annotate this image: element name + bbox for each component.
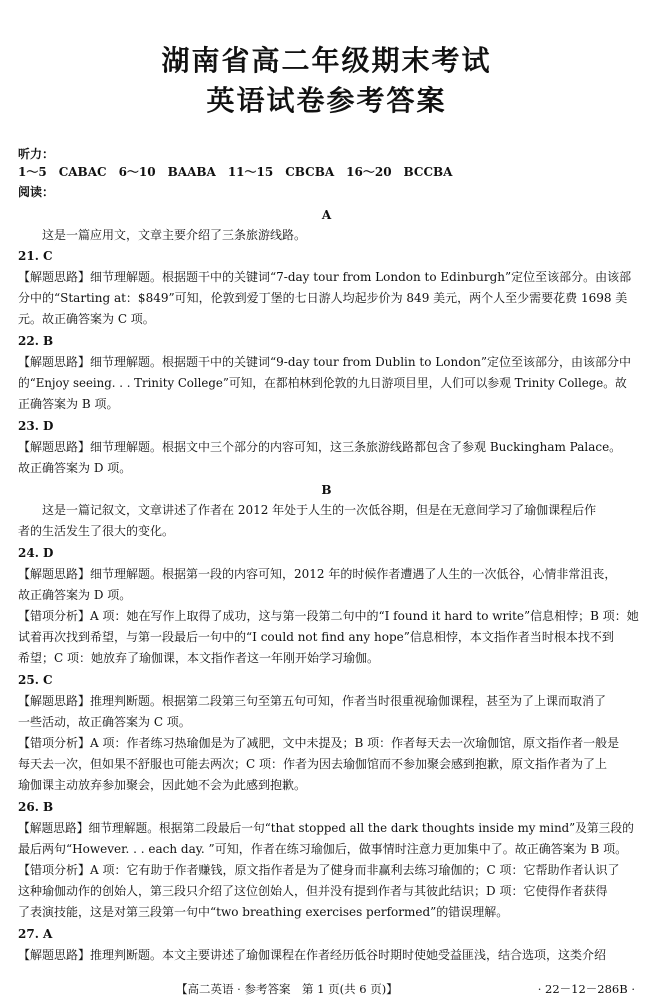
explanation-line: 【解题思路】细节理解题。根据第一段的内容可知，2012 年的时候作者遭遇了人生的一次低谷，心情非常沮丧， <box>18 567 617 581</box>
explanation-line: 【解题思路】推理判断题。根据第二段第三句至第五句可知，作者当时很重视瑜伽课程，甚至为了上课而取消了 <box>18 694 607 708</box>
explanation-line: 一些活动，故正确答案为 C 项。 <box>18 715 191 729</box>
question-number: 25. C <box>18 673 53 687</box>
explanation-line: 瑜伽课主动放弃参加聚会，因此她不会为此感到抱歉。 <box>18 778 307 792</box>
explanation-line: 【解题思路】细节理解题。根据文中三个部分的内容可知，这三条旅游线路都包含了参观 Buckingham Palace。 <box>18 440 622 454</box>
explanation-line: 元。故正确答案为 C 项。 <box>18 312 155 326</box>
explanation-line: 正确答案为 B 项。 <box>18 397 119 411</box>
reading-label: 阅读： <box>18 185 55 199</box>
explanation-line: 这种瑜伽动作的创始人，第三段只介绍了这位创始人，但并没有提到作者与其彼此结识；D 项：它使得作者获得 <box>18 884 608 898</box>
listening-label: 听力： <box>18 147 55 161</box>
explanation-line: 【解题思路】细节理解题。根据第二段最后一句“that stopped all the dark thoughts inside my mind”及第三段的 <box>18 821 634 835</box>
question-number: 21. C <box>18 249 53 263</box>
explanation-line: 的“Enjoy seeing. . . Trinity College”可知，在都柏林到伦敦的九日游项目里，人们可以参观 Trinity College。故 <box>18 376 627 390</box>
footer-code: · 22－12－286B · <box>537 982 635 996</box>
question-number: 27. A <box>18 927 53 941</box>
explanation-line: 【解题思路】细节理解题。根据题干中的关键词“9-day tour from Dublin to London”定位至该部分，由该部分中 <box>18 355 631 369</box>
page-title: 湖南省高二年级期末考试 <box>161 44 492 77</box>
passage-b-summary: 者的生活发生了很大的变化。 <box>18 524 175 538</box>
passage-a-heading: A <box>321 208 332 222</box>
explanation-line: 每天去一次，但如果不舒服也可能去两次；C 项：作者为因去瑜伽馆而不参加聚会感到抱歉，原文指作者为了上 <box>18 757 608 771</box>
passage-b-summary: 这是一篇记叙文，文章讲述了作者在 2012 年处于人生的一次低谷期，但是在无意间学习了瑜伽课程后作 <box>42 503 597 517</box>
explanation-line: 【解题思路】细节理解题。根据题干中的关键词“7-day tour from London to Edinburgh”定位至该部分。由该部 <box>18 270 632 284</box>
passage-b-heading: B <box>321 483 332 497</box>
footer-page-info: 【高二英语 · 参考答案 第 1 页(共 6 页)】 <box>176 982 398 996</box>
page-subtitle: 英语试卷参考答案 <box>206 84 447 117</box>
explanation-line: 最后两句“However. . . each day. ”可知，作者在练习瑜伽后，做事情时注意力更加集中了。故正确答案为 B 项。 <box>18 842 628 856</box>
explanation-line: 【解题思路】推理判断题。本文主要讲述了瑜伽课程在作者经历低谷时期时使她受益匪浅，结合选项，这类介绍 <box>18 948 607 962</box>
question-number: 26. B <box>18 800 54 814</box>
explanation-line: 【错项分析】A 项：作者练习热瑜伽是为了减肥，文中未提及；B 项：作者每天去一次瑜伽馆，原文指作者一般是 <box>18 736 620 750</box>
explanation-line: 了表演技能，这是对第三段第一句中“two breathing exercises performed”的错误理解。 <box>18 905 509 919</box>
explanation-line: 故正确答案为 D 项。 <box>18 588 132 602</box>
explanation-line: 【错项分析】A 项：她在写作上取得了成功，这与第一段第二句中的“I found it hard to write”信息相悖；B 项：她 <box>18 609 639 623</box>
question-number: 22. B <box>18 334 54 348</box>
explanation-line: 故正确答案为 D 项。 <box>18 461 132 475</box>
listening-answers: 1～5 CABAC 6～10 BAABA 11～15 CBCBA 16～20 BCCBA <box>18 165 453 179</box>
explanation-line: 【错项分析】A 项：它有助于作者赚钱，原文指作者是为了健身而非赢利去练习瑜伽的；C 项：它帮助作者认识了 <box>18 863 620 877</box>
explanation-line: 分中的“Starting at：$849”可知，伦敦到爱丁堡的七日游人均起步价为 849 美元，两个人至少需要花费 1698 美 <box>18 291 628 305</box>
explanation-line: 希望；C 项：她放弃了瑜伽课，本文指作者这一年刚开始学习瑜伽。 <box>18 651 379 665</box>
question-number: 23. D <box>18 419 54 433</box>
explanation-line: 试着再次找到希望，与第一段最后一句中的“I could not find any hope”信息相悖，本文指作者当时根本找不到 <box>18 630 614 644</box>
passage-a-summary: 这是一篇应用文，文章主要介绍了三条旅游线路。 <box>42 228 307 242</box>
question-number: 24. D <box>18 546 54 560</box>
